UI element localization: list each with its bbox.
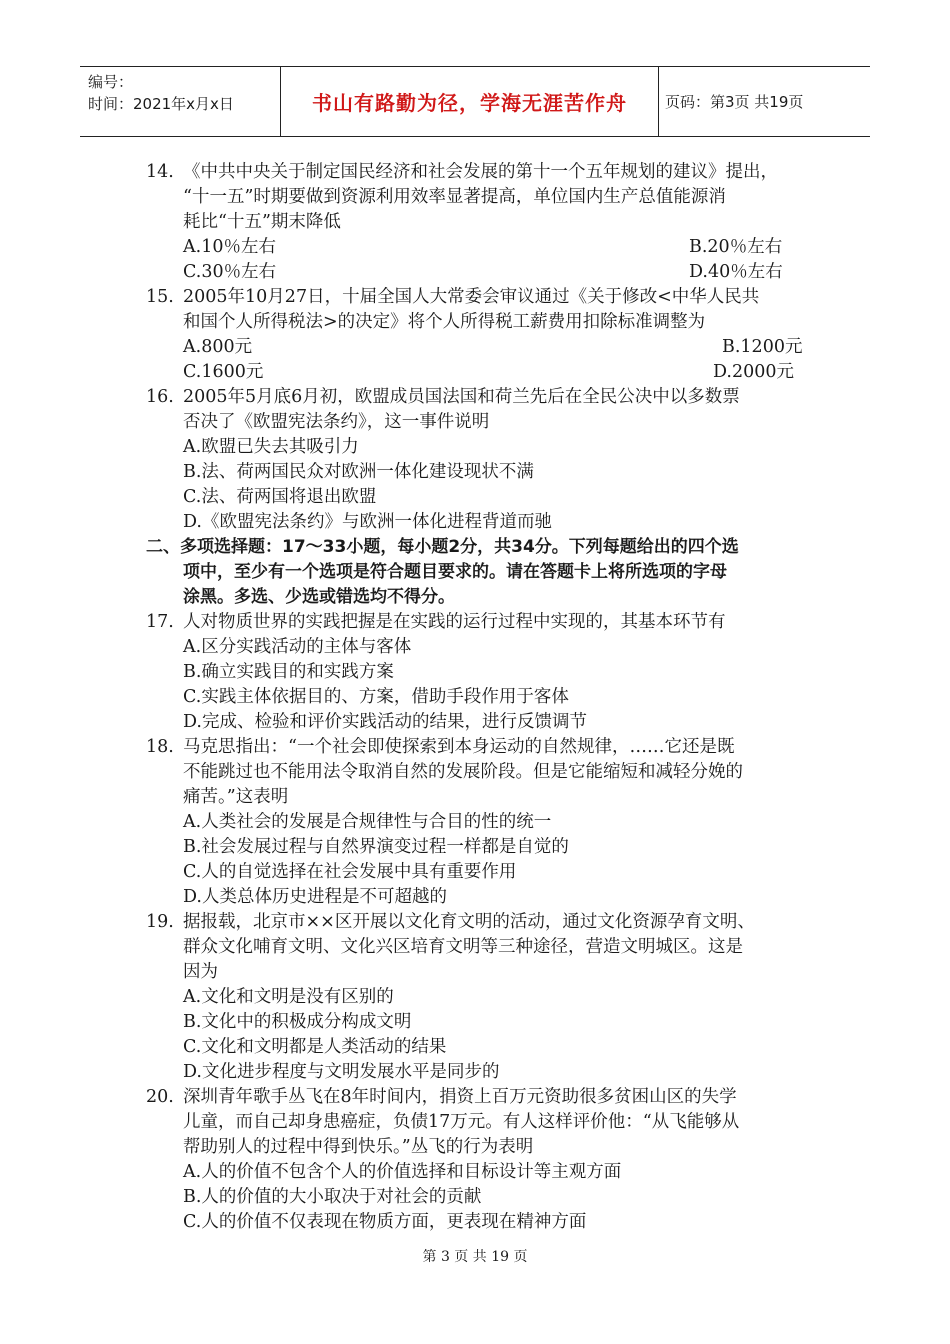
question-20-option-a: A.人的价值不包含个人的价值选择和目标设计等主观方面 <box>183 1162 622 1182</box>
question-15-option-a: A.800元 <box>183 337 253 357</box>
question-14-line-1: 《中共中央关于制定国民经济和社会发展的第十一个五年规划的建议》提出， <box>183 162 778 182</box>
question-16-line-2: 否决了《欧盟宪法条约》，这一事件说明 <box>183 412 490 432</box>
question-15-line-1: 2005年10月27日，十届全国人大常委会审议通过《关于修改<中华人民共 <box>183 287 760 307</box>
question-20-line-3: 帮助别人的过程中得到快乐。”丛飞的行为表明 <box>183 1137 534 1157</box>
question-19-line-3: 因为 <box>183 962 218 982</box>
question-18-line-2: 不能跳过也不能用法令取消自然的发展阶段。但是它能缩短和减轻分娩的 <box>183 762 743 782</box>
page-header <box>80 66 870 137</box>
question-20-line-1: 深圳青年歌手丛飞在8年时间内，捐资上百万元资助很多贫困山区的失学 <box>183 1087 737 1107</box>
question-14-option-b: B.20％左右 <box>689 237 783 257</box>
page-info-text: 页码：第3页 共19页 <box>665 93 804 111</box>
question-16-option-c: C.法、荷两国将退出欧盟 <box>183 487 377 507</box>
question-15-number: 15. <box>146 287 174 307</box>
question-14-option-a: A.10％左右 <box>183 237 276 257</box>
question-19-option-c: C.文化和文明都是人类活动的结果 <box>183 1037 447 1057</box>
question-16-line-1: 2005年5月底6月初，欧盟成员国法国和荷兰先后在全民公决中以多数票 <box>183 387 740 407</box>
date-label: 时间：2021年x月x日 <box>88 95 234 113</box>
question-17-option-a: A.区分实践活动的主体与客体 <box>183 637 412 657</box>
question-17-option-d: D.完成、检验和评价实践活动的结果，进行反馈调节 <box>183 712 587 732</box>
question-15-option-c: C.1600元 <box>183 362 264 382</box>
question-16-option-d: D.《欧盟宪法条约》与欧洲一体化进程背道而驰 <box>183 512 552 532</box>
section-2-heading-line-3: 涂黑。多选、少选或错选均不得分。 <box>183 587 455 607</box>
question-14-line-2: “十一五”时期要做到资源利用效率显著提高，单位国内生产总值能源消 <box>183 187 726 207</box>
motto-text: 书山有路勤为径，学海无涯苦作舟 <box>312 91 627 115</box>
question-15-option-d: D.2000元 <box>713 362 795 382</box>
section-2-heading-line-2: 项中，至少有一个选项是符合题目要求的。请在答题卡上将所选项的字母 <box>183 562 727 582</box>
question-14-option-c: C.30％左右 <box>183 262 277 282</box>
question-15-line-2: 和国个人所得税法>的决定》将个人所得税工薪费用扣除标准调整为 <box>183 312 706 332</box>
footer-page-number: 第 3 页 共 19 页 <box>422 1249 528 1265</box>
header-meta <box>80 67 281 136</box>
question-19-option-b: B.文化中的积极成分构成文明 <box>183 1012 412 1032</box>
question-14-line-3: 耗比“十五”期末降低 <box>183 212 341 232</box>
question-20-number: 20. <box>146 1087 174 1107</box>
question-20-line-2: 儿童，而自己却身患癌症，负债17万元。有人这样评价他：“从飞能够从 <box>183 1112 740 1132</box>
question-19-number: 19. <box>146 912 174 932</box>
question-17-line-1: 人对物质世界的实践把握是在实践的运行过程中实现的，其基本环节有 <box>183 612 726 632</box>
question-19-option-d: D.文化进步程度与文明发展水平是同步的 <box>183 1062 500 1082</box>
question-18-number: 18. <box>146 737 174 757</box>
question-17-option-b: B.确立实践目的和实践方案 <box>183 662 394 682</box>
question-18-option-a: A.人类社会的发展是合规律性与合目的性的统一 <box>183 812 552 832</box>
question-16-option-a: A.欧盟已失去其吸引力 <box>183 437 359 457</box>
question-17-option-c: C.实践主体依据目的、方案，借助手段作用于客体 <box>183 687 569 707</box>
header-motto <box>281 67 659 136</box>
question-18-line-1: 马克思指出：“一个社会即使探索到本身运动的自然规律，……它还是既 <box>183 737 735 757</box>
question-17-number: 17. <box>146 612 174 632</box>
question-20-option-c: C.人的价值不仅表现在物质方面，更表现在精神方面 <box>183 1212 587 1232</box>
question-16-option-b: B.法、荷两国民众对欧洲一体化建设现状不满 <box>183 462 534 482</box>
question-14-number: 14. <box>146 162 174 182</box>
question-18-line-3: 痛苦。”这表明 <box>183 787 289 807</box>
question-19-line-1: 据报载，北京市××区开展以文化育文明的活动，通过文化资源孕育文明、 <box>183 912 755 932</box>
question-18-option-d: D.人类总体历史进程是不可超越的 <box>183 887 447 907</box>
question-15-option-b: B.1200元 <box>722 337 803 357</box>
question-19-line-2: 群众文化哺育文明、文化兴区培育文明等三种途径，营造文明城区。这是 <box>183 937 743 957</box>
page-footer <box>0 1246 950 1266</box>
number-label: 编号： <box>88 73 134 91</box>
section-2-heading-line-1: 二、多项选择题：17～33小题，每小题2分，共34分。下列每题给出的四个选 <box>146 537 739 557</box>
header-page-info <box>659 67 870 136</box>
question-19-option-a: A.文化和文明是没有区别的 <box>183 987 394 1007</box>
question-18-option-b: B.社会发展过程与自然界演变过程一样都是自觉的 <box>183 837 569 857</box>
question-14-option-d: D.40％左右 <box>689 262 783 282</box>
question-18-option-c: C.人的自觉选择在社会发展中具有重要作用 <box>183 862 517 882</box>
question-16-number: 16. <box>146 387 174 407</box>
question-20-option-b: B.人的价值的大小取决于对社会的贡献 <box>183 1187 482 1207</box>
